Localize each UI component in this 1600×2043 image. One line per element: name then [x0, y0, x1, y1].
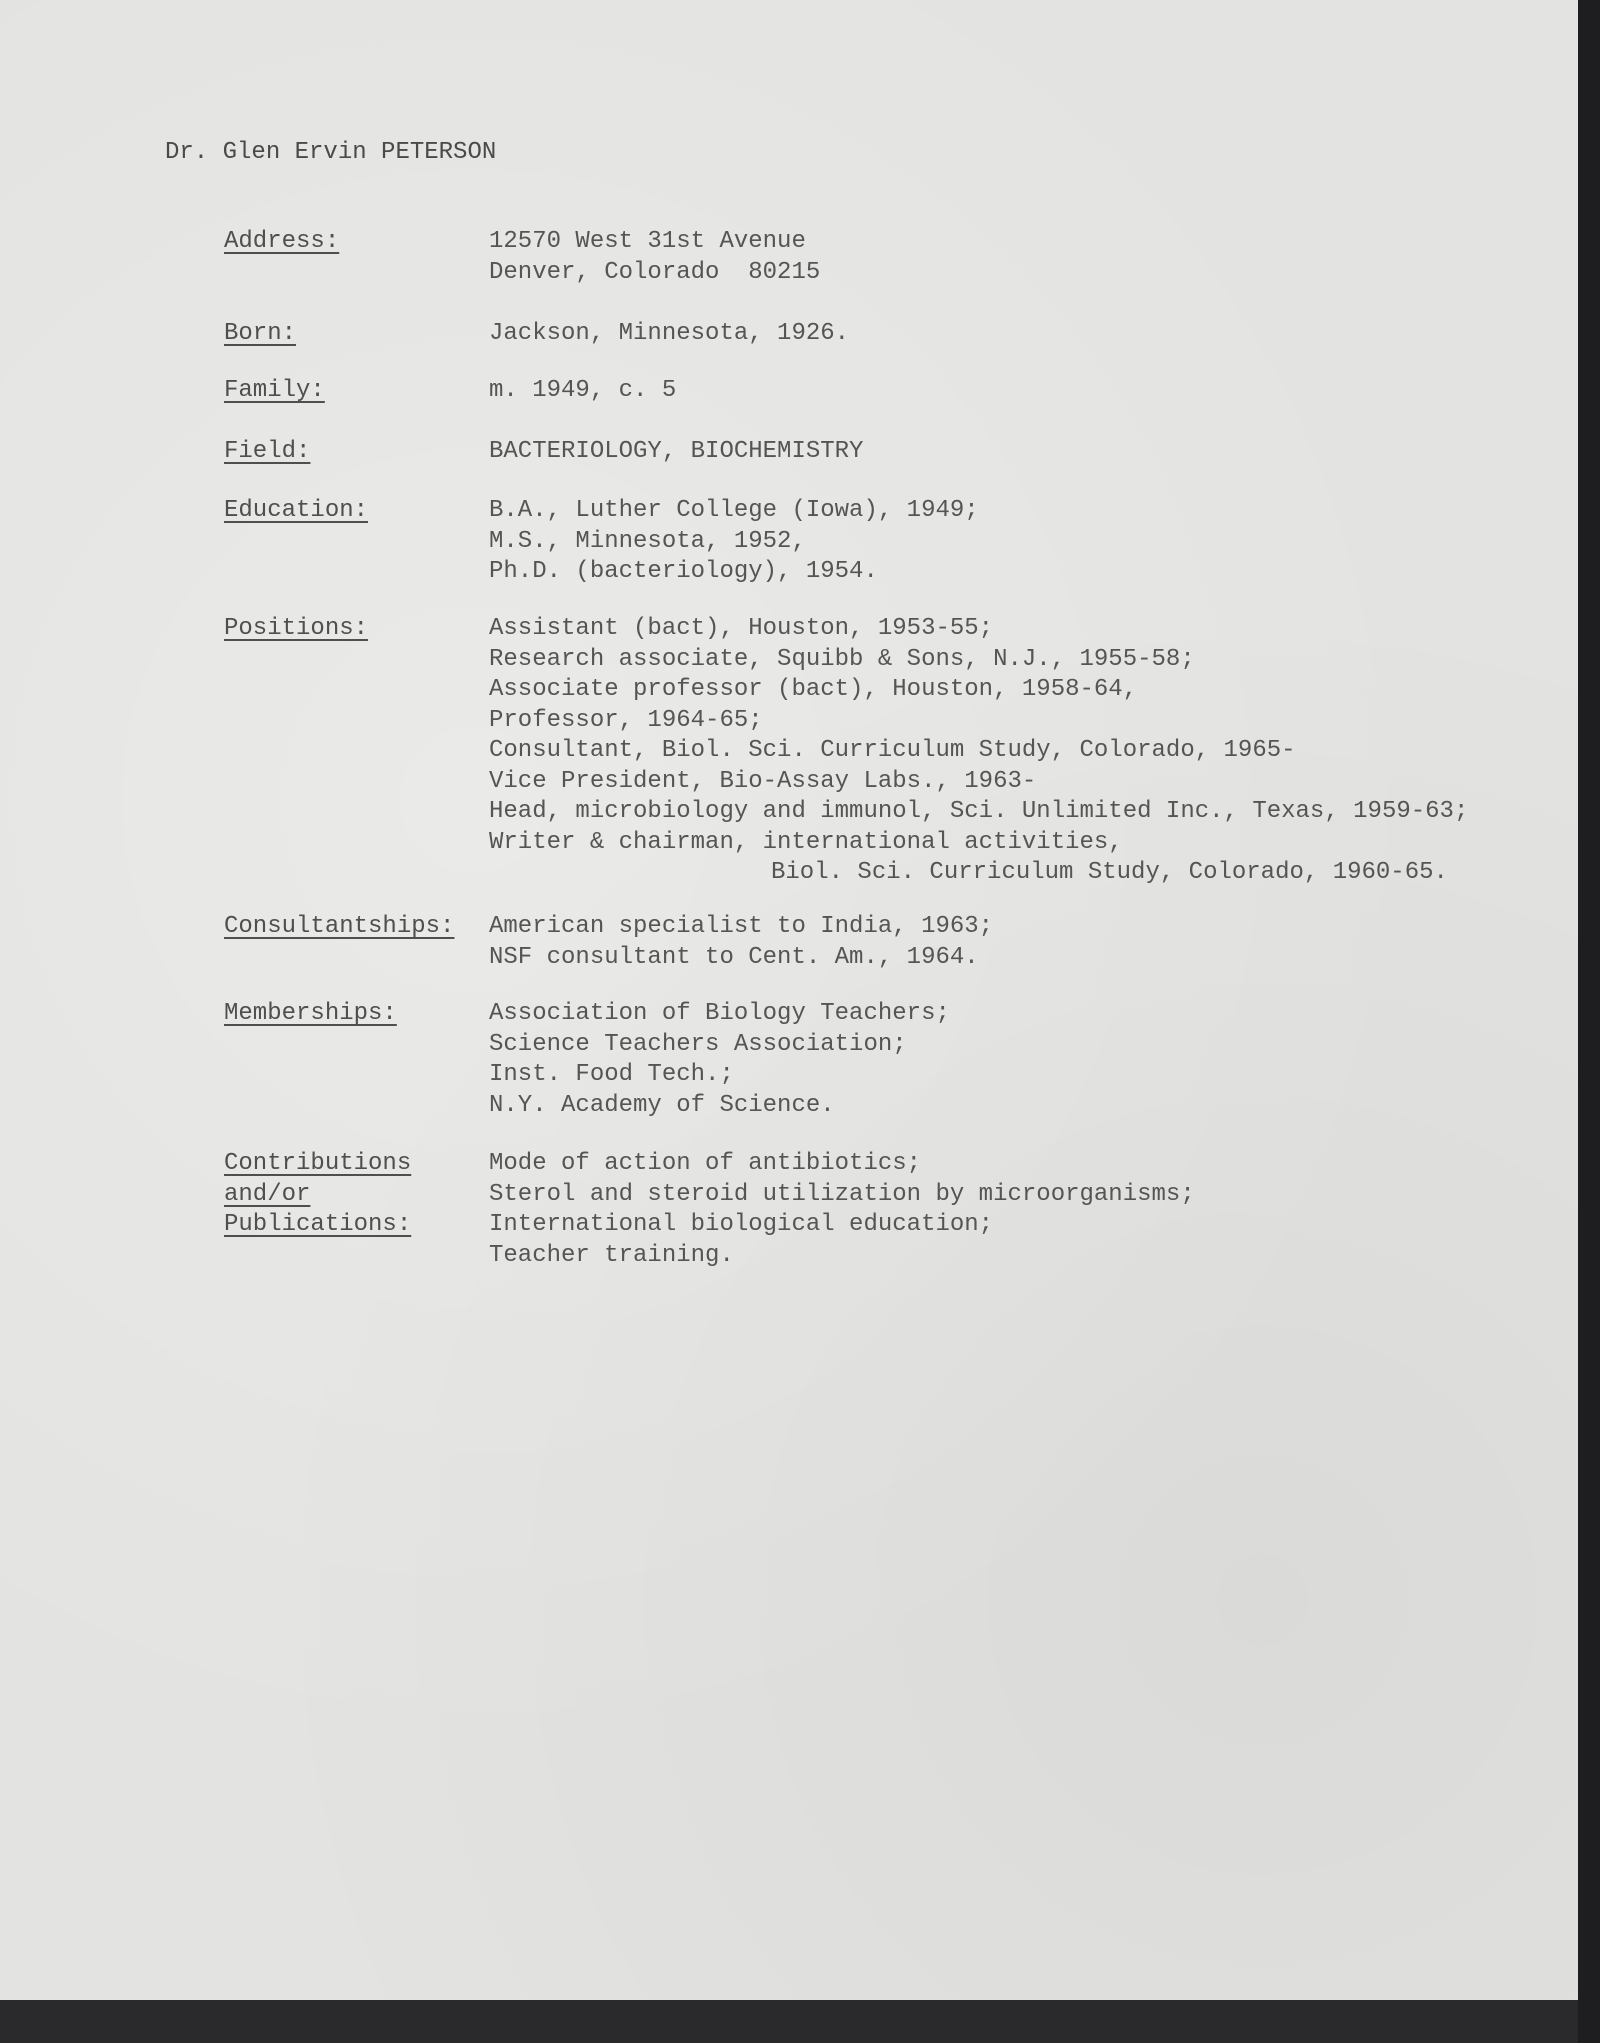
label-education [224, 496, 368, 527]
value-positions [489, 614, 1468, 889]
value-line: Writer & chairman, international activities, [489, 828, 1123, 856]
label-line: Positions: [224, 615, 369, 642]
label-line: Publications: [224, 1211, 412, 1238]
value-family [489, 376, 676, 407]
value-line: Ph.D. (bacteriology), 1954. [489, 558, 878, 585]
value-line: m. 1949, c. 5 [489, 377, 677, 404]
value-education [489, 496, 979, 588]
value-line: Research associate, Squibb & Sons, N.J., 1955-58; [489, 645, 1195, 673]
value-line: Jackson, Minnesota, 1926. [489, 320, 850, 347]
value-line: International biological education; [489, 1211, 994, 1238]
value-line: Inst. Food Tech.; [489, 1061, 734, 1088]
scan-border [1578, 0, 1600, 2043]
value-line: Sterol and steroid utilization by microorganisms; [489, 1180, 1195, 1208]
label-positions [224, 614, 368, 645]
value-line: Association of Biology Teachers; [489, 1000, 950, 1027]
label-line: Address: [224, 228, 340, 255]
label-line: Contributions [224, 1150, 412, 1177]
value-line: B.A., Luther College (Iowa), 1949; [489, 497, 979, 524]
value-line: American specialist to India, 1963; [489, 913, 994, 940]
value-line: Professor, 1964-65; [489, 706, 763, 734]
label-line: Family: [224, 377, 325, 404]
value-line: BACTERIOLOGY, BIOCHEMISTRY [489, 438, 864, 465]
value-line: Teacher training. [489, 1241, 734, 1269]
value-line: 12570 West 31st Avenue [489, 228, 806, 255]
value-line: M.S., Minnesota, 1952, [489, 527, 806, 555]
label-line: Memberships: [224, 1000, 397, 1027]
value-line: Vice President, Bio-Assay Labs., 1963- [489, 767, 1037, 795]
value-line: Consultant, Biol. Sci. Curriculum Study, Colorado, 1965- [489, 737, 1296, 764]
value-address [489, 227, 820, 288]
value-line: Biol. Sci. Curriculum Study, Colorado, 1960-65. [771, 859, 1448, 886]
value-memberships [489, 999, 950, 1121]
value-field [489, 437, 863, 468]
label-line: Field: [224, 438, 311, 465]
label-contributions [224, 1149, 411, 1241]
value-line: N.Y. Academy of Science. [489, 1091, 835, 1119]
label-family [224, 376, 325, 407]
value-contributions [489, 1149, 1195, 1271]
value-consultantships [489, 912, 993, 973]
label-born [224, 319, 296, 350]
label-memberships [224, 999, 397, 1030]
label-address [224, 227, 339, 258]
value-line: Assistant (bact), Houston, 1953-55; [489, 615, 994, 642]
label-field [224, 437, 310, 468]
label-line: Consultantships: [224, 913, 455, 940]
value-line: Mode of action of antibiotics; [489, 1150, 922, 1177]
label-consultantships [224, 912, 454, 943]
label-line: Born: [224, 320, 297, 347]
value-born [489, 319, 849, 350]
value-line: Science Teachers Association; [489, 1030, 907, 1058]
value-line: NSF consultant to Cent. Am., 1964. [489, 943, 979, 971]
person-name: Dr. Glen Ervin PETERSON [165, 139, 497, 166]
value-line: Denver, Colorado 80215 [489, 258, 821, 286]
label-line: and/or [224, 1180, 311, 1208]
value-line: Head, microbiology and immunol, Sci. Unlimited Inc., Texas, 1959-63; [489, 798, 1469, 825]
label-line: Education: [224, 497, 369, 524]
value-line: Associate professor (bact), Houston, 1958-64, [489, 676, 1138, 703]
